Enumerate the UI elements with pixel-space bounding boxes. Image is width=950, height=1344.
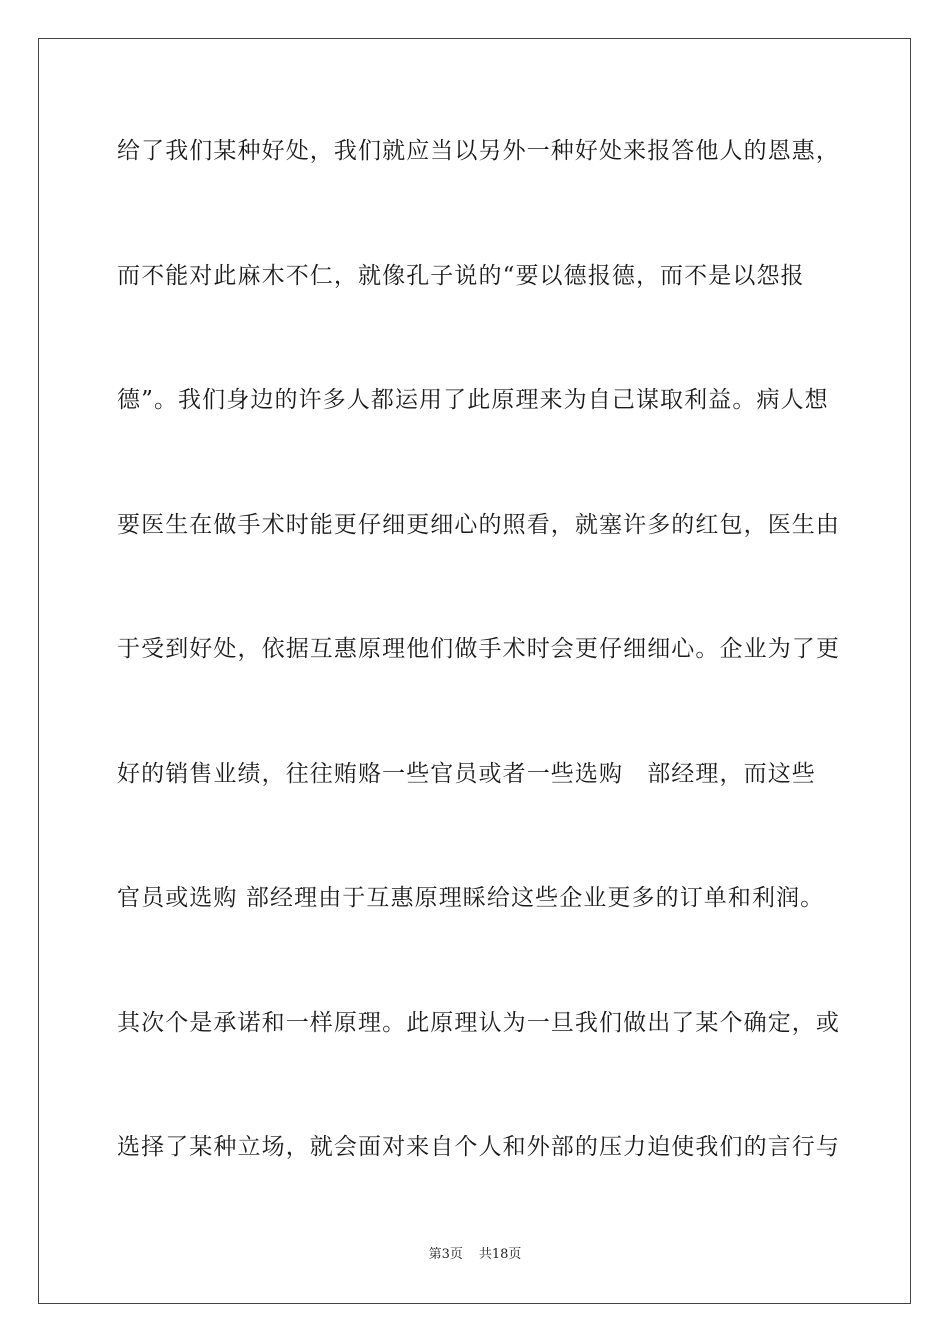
body-text-line-3: 德”。我们身边的许多人都运用了此原理来为自己谋取利益。病人想 xyxy=(117,387,829,413)
page-border xyxy=(38,38,911,1304)
body-text-line-2: 而不能对此麻木不仁，就像孔子说的“要以德报德，而不是以怨报 xyxy=(117,263,805,289)
body-text-line-4: 要医生在做手术时能更仔细更细心的照看，就塞许多的红包，医生由 xyxy=(117,512,840,538)
page-footer xyxy=(0,1246,950,1264)
body-text-line-6: 好的销售业绩，往往贿赂一些官员或者一些选购 部经理，而这些 xyxy=(117,761,816,787)
page-total: 共18页 xyxy=(478,1247,522,1262)
page-number: 第3页 xyxy=(428,1247,463,1262)
body-text-line-5: 于受到好处，依据互惠原理他们做手术时会更仔细细心。企业为了更 xyxy=(117,636,840,662)
body-text-line-1: 给了我们某种好处，我们就应当以另外一种好处来报答他人的恩惠， xyxy=(117,138,840,164)
body-text-line-9: 选择了某种立场，就会面对来自个人和外部的压力迫使我们的言行与 xyxy=(117,1134,840,1160)
body-text-line-8: 其次个是承诺和一样原理。此原理认为一旦我们做出了某个确定，或 xyxy=(117,1010,840,1036)
body-text-line-7: 官员或选购 部经理由于互惠原理睬给这些企业更多的订单和利润。 xyxy=(117,885,825,911)
